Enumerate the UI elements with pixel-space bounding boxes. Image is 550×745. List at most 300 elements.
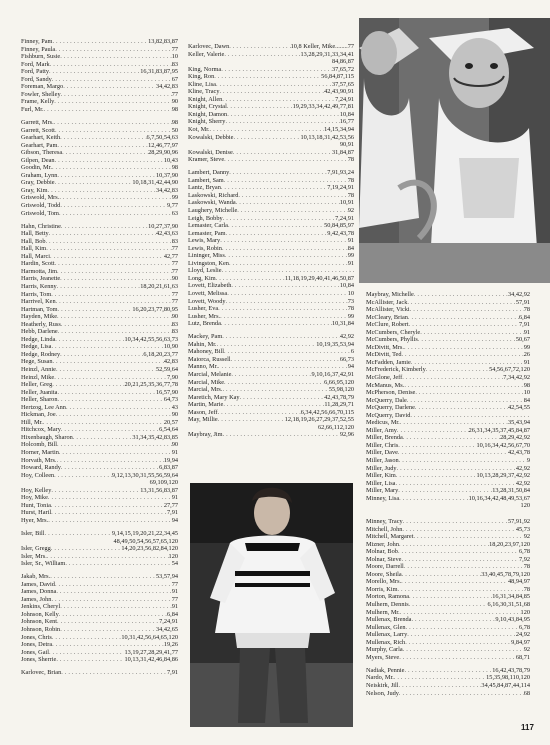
entry-pages: 6,34,42,56,66,70,115 (300, 408, 354, 416)
entry-name: Graham, Lynn (21, 171, 58, 179)
index-entry (188, 192, 354, 200)
entry-pages: 98 (523, 381, 530, 389)
entry-name: Lambert, Sam (188, 176, 224, 184)
leader-dots (224, 156, 348, 164)
entry-name: Keller, Valerie (188, 50, 225, 58)
index-entry-continuation (188, 58, 354, 66)
leader-dots (395, 480, 515, 488)
index-entry (21, 142, 178, 150)
leader-dots (397, 465, 516, 473)
index-entry (188, 73, 354, 81)
index-entry (21, 641, 178, 649)
index-entry-continuation (21, 479, 178, 487)
leader-dots (411, 616, 495, 624)
entry-pages: 77 (171, 260, 178, 268)
entry-name: Karlovec, Dawn (188, 43, 230, 50)
leader-dots (54, 119, 172, 127)
entry-pages: 92 (523, 646, 530, 654)
leader-dots (54, 98, 171, 106)
entry-pages: 56,84,87,115 (321, 73, 354, 81)
leader-dots (60, 53, 172, 61)
entry-pages: 10 (347, 290, 354, 297)
index-entry (366, 609, 530, 617)
index-entry (21, 106, 178, 114)
index-entry (21, 596, 178, 604)
entry-pages: 42,43,63 (155, 230, 178, 238)
index-entry (366, 434, 530, 442)
entry-name: King, Ron (188, 73, 215, 81)
entry-name: Hixenbaugh, Sharon (21, 433, 73, 441)
entry-pages: 33,40,45,78,79,120 (481, 570, 530, 578)
index-entry (366, 533, 530, 541)
entry-name: Lewis, Mary (188, 237, 221, 245)
leader-dots (403, 646, 524, 654)
index-entry (21, 68, 178, 76)
index-entry (21, 618, 178, 626)
entry-name: Miller, Dave (366, 449, 398, 457)
entry-pages: 99 (347, 252, 354, 260)
index-entry (366, 654, 530, 662)
index-entry (21, 553, 178, 561)
entry-name: Holcomb, Bill (21, 441, 58, 449)
index-entry (188, 252, 354, 260)
entry-name: Horner, Martin (21, 448, 59, 456)
entry-pages: 42,43,78,79 (324, 393, 354, 401)
entry-name: Mulhern, Dennis (366, 601, 409, 609)
entry-pages: 13,28,29,31,33,34,41 (300, 50, 354, 58)
leader-dots (61, 669, 167, 677)
leader-dots (57, 283, 141, 291)
index-entry (21, 411, 178, 419)
entry-name: Morello, Mrs. (366, 578, 402, 586)
entry-name: Heller, Sharon (21, 396, 58, 404)
index-entry (21, 358, 178, 366)
entry-pages: 9,77 (166, 201, 178, 209)
entry-name: McFrederick, Kimberly (366, 366, 426, 374)
leader-dots (63, 83, 156, 91)
leader-dots (61, 426, 159, 434)
index-entry (188, 177, 354, 185)
leader-dots (57, 172, 156, 180)
index-entry (366, 593, 530, 601)
index-entry (366, 601, 530, 609)
index-entry (188, 348, 354, 356)
leader-dots (233, 134, 300, 142)
index-entry (366, 351, 530, 359)
leader-dots (60, 134, 146, 142)
index-entry (188, 313, 354, 321)
entry-name: Miller, Chris (366, 441, 399, 449)
leader-dots (51, 487, 140, 495)
leader-dots (55, 581, 172, 589)
index-entry-continuation (366, 502, 530, 510)
leader-dots (236, 199, 340, 207)
entry-pages: 12,18,19,26,27,29,37,52,55 (284, 416, 354, 424)
entry-name: Hahn, Christine (21, 222, 61, 230)
entry-pages: 42,92 (515, 464, 530, 472)
entry-pages: 77 (171, 290, 178, 298)
leader-dots (403, 434, 500, 442)
leader-dots (400, 609, 521, 617)
entry-pages: 78 (523, 585, 530, 593)
entry-name: Kowalski, Debbie (188, 133, 234, 141)
entry-pages: 90 (171, 275, 178, 283)
leader-dots (48, 494, 172, 502)
leader-dots (237, 207, 347, 215)
leader-dots (45, 530, 112, 538)
entry-pages: 6,84 (518, 313, 530, 321)
entry-name: Howard, Randy (21, 464, 61, 472)
entry-name: Gearhart, Pam (21, 141, 58, 149)
leader-dots (410, 412, 530, 420)
entry-pages: 77 (171, 298, 178, 306)
leader-dots (225, 118, 339, 126)
entry-pages: 19,29,33,34,42,49,77,81 (292, 103, 354, 111)
leader-dots (217, 341, 317, 349)
entry-name: Harris, Kenny (21, 282, 57, 290)
photo-girls-in-hats (359, 18, 550, 283)
entry-name: Lemaster, Pam (188, 229, 226, 237)
index-entry (21, 53, 178, 61)
leader-dots (406, 624, 519, 632)
entry-name: Frame, Kelly (21, 98, 55, 106)
leader-dots (402, 571, 482, 579)
entry-name: Knight, Sherry (188, 118, 226, 126)
entry-pages: 13,28,31,50,84 (492, 487, 530, 495)
leader-dots (49, 649, 124, 657)
leader-dots (229, 169, 327, 177)
entry-name: Knight, Allen (188, 95, 223, 103)
index-entry (21, 603, 178, 611)
entry-name: Mullenax, Glen (366, 623, 406, 631)
entry-name: Hartman, Tom (21, 305, 58, 313)
entry-name: Myers, Steve (366, 653, 400, 661)
leader-dots (227, 103, 293, 111)
leader-dots (52, 164, 172, 172)
entry-name: King, Norma (188, 65, 222, 73)
entry-name: Moore, Darrell (366, 563, 404, 571)
leader-dots (229, 260, 348, 268)
entry-name: Hall, Marci (21, 252, 51, 260)
entry-name: Mackey, Pam (188, 333, 223, 341)
entry-pages: 63 (171, 209, 178, 217)
index-entry (366, 389, 530, 397)
leader-dots (46, 238, 172, 246)
leader-dots (61, 223, 148, 231)
entry-pages: 34,42,83 (155, 186, 178, 194)
entry-name: Martin, Marie (188, 401, 224, 409)
entry-name: Hebb, Darlene (21, 328, 58, 336)
entry-pages: 73 (347, 297, 354, 305)
entry-pages: 91 (171, 588, 178, 596)
entry-pages: 7,34,42,92 (503, 374, 530, 382)
entry-pages: 42,43,90,91 (324, 88, 354, 96)
entry-name: Hunt, Tonia (21, 501, 51, 509)
entry-pages: 7,24,91 (335, 214, 354, 222)
entry-pages: 90 (171, 411, 178, 419)
leader-dots (56, 588, 171, 596)
entry-name: McCumbers, Phyllis (366, 336, 418, 344)
entry-pages: 91 (523, 358, 530, 366)
entry-pages: 10,90 (163, 343, 178, 351)
entry-name: Mulhern, Mr. (366, 608, 400, 616)
index-entry (21, 449, 178, 457)
entry-pages: 10,16,34,42,56,67,70 (476, 441, 530, 449)
index-entry (21, 457, 178, 465)
entry-pages: 90 (171, 98, 178, 106)
entry-name: Nardo, Mr. (366, 674, 394, 682)
leader-dots (420, 329, 523, 337)
entry-name: Lininger, Miss (188, 252, 225, 260)
index-entry (21, 634, 178, 642)
entry-name: Mahin, Mr. (188, 340, 217, 348)
entry-pages: 9,42,43,78 (327, 229, 354, 237)
leader-dots (223, 431, 340, 439)
leader-dots (218, 409, 301, 417)
entry-pages: 6,54,64 (159, 426, 178, 434)
entry-name: Nadiak, Pennie (366, 666, 405, 674)
entry-pages: 91 (171, 494, 178, 502)
entry-pages: 10,34,42,55,56,63,73 (124, 335, 178, 343)
index-entry (188, 379, 354, 387)
index-entry (366, 616, 530, 624)
entry-pages: 42,54,55 (507, 404, 530, 412)
leader-dots (224, 177, 348, 185)
entry-name: Mizner, John (366, 540, 399, 548)
entry-name: Heatherly, Russ (21, 320, 61, 328)
leader-dots (52, 76, 172, 84)
index-entry (188, 126, 354, 134)
entry-pages: 68 (523, 689, 530, 697)
leader-dots (394, 674, 486, 682)
entry-name: Fowler, Shelley (21, 90, 61, 98)
entry-pages: 78 (347, 176, 354, 184)
leader-dots (401, 351, 523, 359)
leader-dots (52, 358, 163, 366)
leader-dots (407, 631, 516, 639)
index-entry (366, 291, 530, 299)
index-entry (21, 649, 178, 657)
index-column-3 (366, 291, 530, 510)
entry-name: McManus, Ms. (366, 381, 405, 389)
entry-pages: 62,66,112,120 (318, 423, 354, 431)
index-entry (21, 434, 178, 442)
entry-pages: 57,91 (515, 298, 530, 306)
leader-dots (409, 321, 519, 329)
entry-name: Hickman, Joe (21, 411, 56, 419)
leader-dots (48, 517, 171, 525)
entry-name: Goodin, Mr. (21, 164, 52, 172)
leader-dots (51, 545, 122, 553)
index-entry (366, 541, 530, 549)
index-entry (188, 245, 354, 253)
index-entry (366, 578, 530, 586)
entry-name: Gray, Kim (21, 186, 48, 194)
index-entry (188, 111, 354, 119)
index-entry (188, 371, 354, 379)
entry-pages: 19,94 (163, 456, 178, 464)
leader-dots (402, 374, 503, 382)
leader-dots (52, 634, 122, 642)
entry-pages: 42,77 (163, 252, 178, 260)
student-photo-center-bottom (190, 483, 353, 727)
index-entry (21, 389, 178, 397)
entry-pages: 78 (347, 305, 354, 313)
index-entry (21, 157, 178, 165)
entry-pages: 7,24,91 (159, 618, 178, 626)
entry-pages: 10,13,18,31,42,53,56 (300, 133, 354, 141)
index-entry (21, 502, 178, 510)
entry-name: Hardin, Scott (21, 260, 55, 268)
entry-pages: 6,16,30,31,51,68 (487, 601, 530, 609)
index-entry (366, 495, 530, 503)
index-entry (188, 409, 354, 417)
entry-pages: 69,109,120 (149, 479, 178, 487)
leader-dots (411, 359, 524, 367)
index-entry (188, 169, 354, 177)
leader-dots (60, 202, 167, 210)
entry-pages: 67 (171, 75, 178, 83)
index-entry (366, 631, 530, 639)
leader-dots (238, 192, 347, 200)
entry-pages: 92 (347, 206, 354, 214)
index-entry (21, 291, 178, 299)
leader-dots (65, 560, 171, 568)
index-entry (21, 275, 178, 283)
entry-name: Miller, Lisa (366, 479, 396, 487)
entry-name: Morton, Ramona (366, 593, 410, 601)
entry-name: Furl, Mr. (21, 105, 44, 113)
leader-dots (402, 526, 515, 534)
index-entry (21, 313, 178, 321)
index-entry (21, 494, 178, 502)
entry-name: James, Donna (21, 588, 57, 596)
entry-name: Morris, Kim (366, 585, 398, 593)
entry-name: Horvath, Mrs. (21, 456, 57, 464)
entry-name: Marcial, Mrs. (188, 386, 223, 394)
entry-name: Johnson, Kent (21, 618, 58, 626)
entry-pages: 98 (171, 105, 178, 113)
entry-pages: 98 (171, 164, 178, 172)
entry-pages: 10,43 (163, 156, 178, 164)
entry-pages: 34,42,65 (155, 626, 178, 634)
index-entry (366, 556, 530, 564)
entry-pages: 7,92 (518, 555, 530, 563)
entry-pages: 99 (523, 343, 530, 351)
index-entry (21, 164, 178, 172)
index-entry (366, 336, 530, 344)
index-entry-continuation (188, 141, 354, 149)
entry-name: Finney, Paula (21, 45, 56, 53)
index-entry (188, 184, 354, 192)
index-entry (366, 442, 530, 450)
entry-name: Molnar, Steve (366, 555, 402, 563)
leader-dots (404, 344, 524, 352)
index-entry (21, 238, 178, 246)
entry-name: Finney, Pam (21, 38, 53, 45)
index-entry (21, 223, 178, 231)
entry-pages: 50 (171, 126, 178, 134)
entry-name: Kramer, Steve (188, 156, 225, 164)
leader-dots (214, 73, 321, 81)
entry-name: Ford, Mark (21, 60, 50, 68)
index-entry (21, 472, 178, 480)
index-entry (21, 487, 178, 495)
entry-name: Livingston, Ken (188, 259, 229, 267)
index-entry (21, 509, 178, 517)
index-entry (21, 119, 178, 127)
entry-name: Hyer, Mrs. (21, 516, 49, 524)
index-entry (21, 366, 178, 374)
index-entry (366, 667, 530, 675)
entry-pages: 50,84,85,97 (324, 222, 354, 230)
entry-name: Hitchcox, Mary (21, 426, 61, 434)
leader-dots (404, 382, 523, 390)
leader-dots (59, 194, 171, 202)
index-entry (21, 581, 178, 589)
index-entry (188, 88, 354, 96)
entry-name: Lusher, Eva (188, 305, 219, 313)
entry-name: Molnar, Bob (366, 548, 398, 556)
entry-name: McPherson, Denise (366, 389, 416, 397)
index-entry (21, 76, 178, 84)
entry-pages: 90 (171, 441, 178, 449)
leader-dots (426, 366, 489, 374)
entry-name: Miller, Judy (366, 464, 397, 472)
leader-dots (60, 626, 156, 634)
index-entry (188, 416, 354, 424)
entry-name: Garrett, Scott (21, 126, 55, 134)
index-column-2 (188, 43, 354, 439)
entry-name: Maybray, Michelle (366, 291, 414, 298)
index-entry (21, 91, 178, 99)
entry-name: Long, Kim (188, 274, 216, 282)
entry-pages: 6,66,95,120 (324, 378, 354, 386)
entry-pages: 77 (171, 90, 178, 98)
leader-dots (61, 91, 172, 99)
entry-name: Lutz, Brenda (188, 320, 221, 328)
entry-pages: 14,15,34,94 (324, 126, 354, 134)
leader-dots (408, 314, 519, 322)
leader-dots (233, 149, 332, 157)
index-entry (366, 419, 530, 427)
entry-name: Maybray, Jim (188, 431, 223, 439)
leader-dots (57, 618, 159, 626)
entry-pages: 64,73 (163, 396, 178, 404)
entry-pages: 42,92 (339, 333, 354, 341)
leader-dots (57, 389, 155, 397)
entry-pages: 7,90 (166, 373, 178, 381)
index-entry (366, 518, 530, 526)
index-entry (21, 202, 178, 210)
entry-name: Lovett, Melissa (188, 290, 228, 297)
entry-name: Harmotta, Jim (21, 267, 58, 275)
index-entry (188, 134, 354, 142)
leader-dots (60, 275, 172, 283)
entry-pages: 9,84,97 (511, 638, 530, 646)
index-entry (366, 329, 530, 337)
index-entry (21, 560, 178, 568)
entry-pages: 7,19,24,91 (327, 184, 354, 192)
index-entry (366, 548, 530, 556)
index-entry (188, 118, 354, 126)
entry-pages: 48,94,97 (507, 578, 530, 586)
entry-pages: 10,16,34,42,48,49,53,67 (468, 494, 530, 502)
index-entry (21, 230, 178, 238)
entry-pages: 57,91,92 (507, 518, 530, 525)
entry-pages: 52,59,64 (155, 365, 178, 373)
index-entry (21, 374, 178, 382)
